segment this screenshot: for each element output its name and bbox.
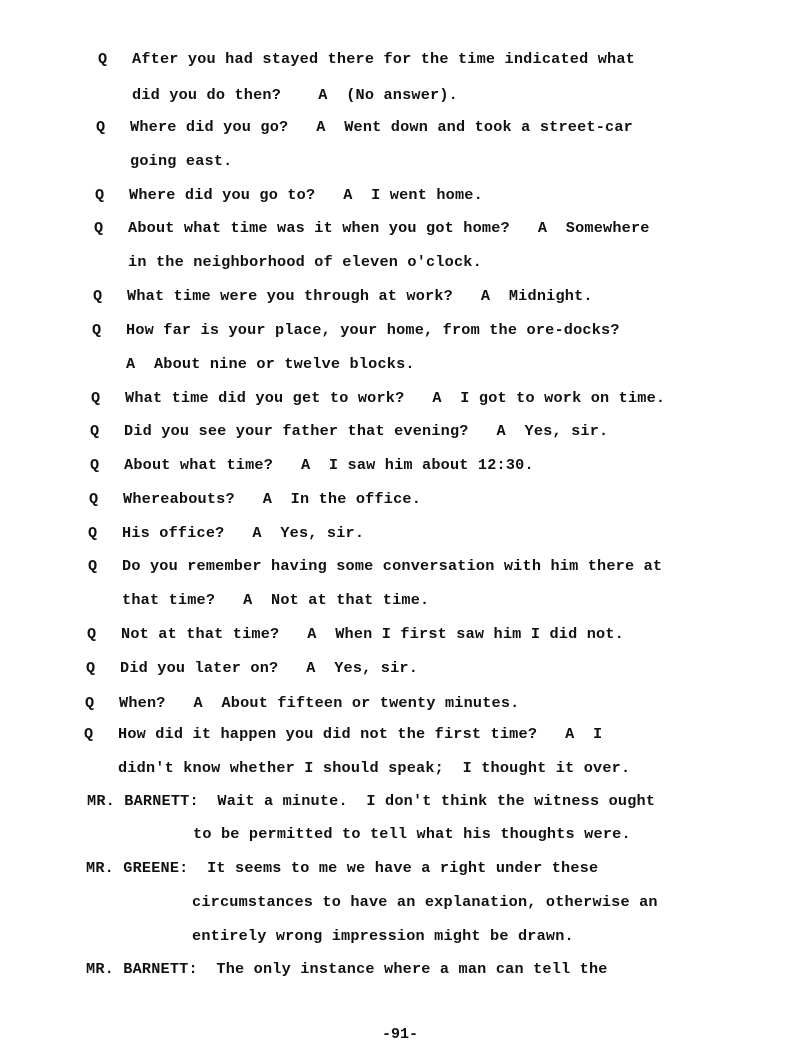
question-marker: Q (94, 219, 104, 237)
transcript-line: About what time? A I saw him about 12:30. (124, 456, 534, 474)
transcript-line: to be permitted to tell what his thoughts were. (193, 825, 631, 843)
question-marker: Q (95, 186, 105, 204)
transcript-line: How did it happen you did not the first time? A I (118, 725, 603, 743)
transcript-line: didn't know whether I should speak; I thought it over. (118, 759, 631, 777)
transcript-line: Do you remember having some conversation with him there at (122, 557, 663, 575)
transcript-line: that time? A Not at that time. (122, 591, 430, 609)
transcript-line: entirely wrong impression might be drawn. (192, 927, 574, 945)
question-marker: Q (93, 287, 103, 305)
transcript-line: going east. (130, 152, 233, 170)
question-marker: Q (87, 625, 97, 643)
transcript-line: About what time was it when you got home? A Somewhere (128, 219, 650, 237)
question-marker: Q (89, 490, 99, 508)
transcript-line: Did you see your father that evening? A Yes, sir. (124, 422, 609, 440)
transcript-line: did you do then? A (No answer). (132, 86, 458, 104)
transcript-line: circumstances to have an explanation, otherwise an (192, 893, 658, 911)
page-number: -91- (381, 1026, 418, 1043)
transcript-line: Where did you go to? A I went home. (129, 186, 483, 204)
transcript-line: When? A About fifteen or twenty minutes. (119, 694, 520, 712)
question-marker: Q (90, 456, 100, 474)
transcript-line: A About nine or twelve blocks. (126, 355, 415, 373)
question-marker: Q (84, 725, 94, 743)
question-marker: Q (96, 118, 106, 136)
transcript-line: MR. BARNETT: Wait a minute. I don't think the witness ought (87, 792, 656, 810)
transcript-line: Where did you go? A Went down and took a street-car (130, 118, 633, 136)
transcript-line: Not at that time? A When I first saw him I did not. (121, 625, 624, 643)
question-marker: Q (85, 694, 95, 712)
transcript-line: MR. GREENE: It seems to me we have a right under these (86, 859, 599, 877)
question-marker: Q (88, 557, 98, 575)
question-marker: Q (88, 524, 98, 542)
transcript-line: His office? A Yes, sir. (122, 524, 365, 542)
question-marker: Q (91, 389, 101, 407)
transcript-line: Did you later on? A Yes, sir. (120, 659, 419, 677)
transcript-line: What time were you through at work? A Midnight. (127, 287, 593, 305)
question-marker: Q (92, 321, 102, 339)
question-marker: Q (86, 659, 96, 677)
transcript-line: in the neighborhood of eleven o'clock. (128, 253, 482, 271)
transcript-line: How far is your place, your home, from the ore-docks? (126, 321, 620, 339)
transcript-line: Whereabouts? A In the office. (123, 490, 422, 508)
transcript-line: After you had stayed there for the time indicated what (132, 50, 635, 68)
transcript-line: MR. BARNETT: The only instance where a man can tell the (86, 960, 608, 978)
transcript-line: What time did you get to work? A I got to work on time. (125, 389, 666, 407)
question-marker: Q (98, 50, 108, 68)
question-marker: Q (90, 422, 100, 440)
